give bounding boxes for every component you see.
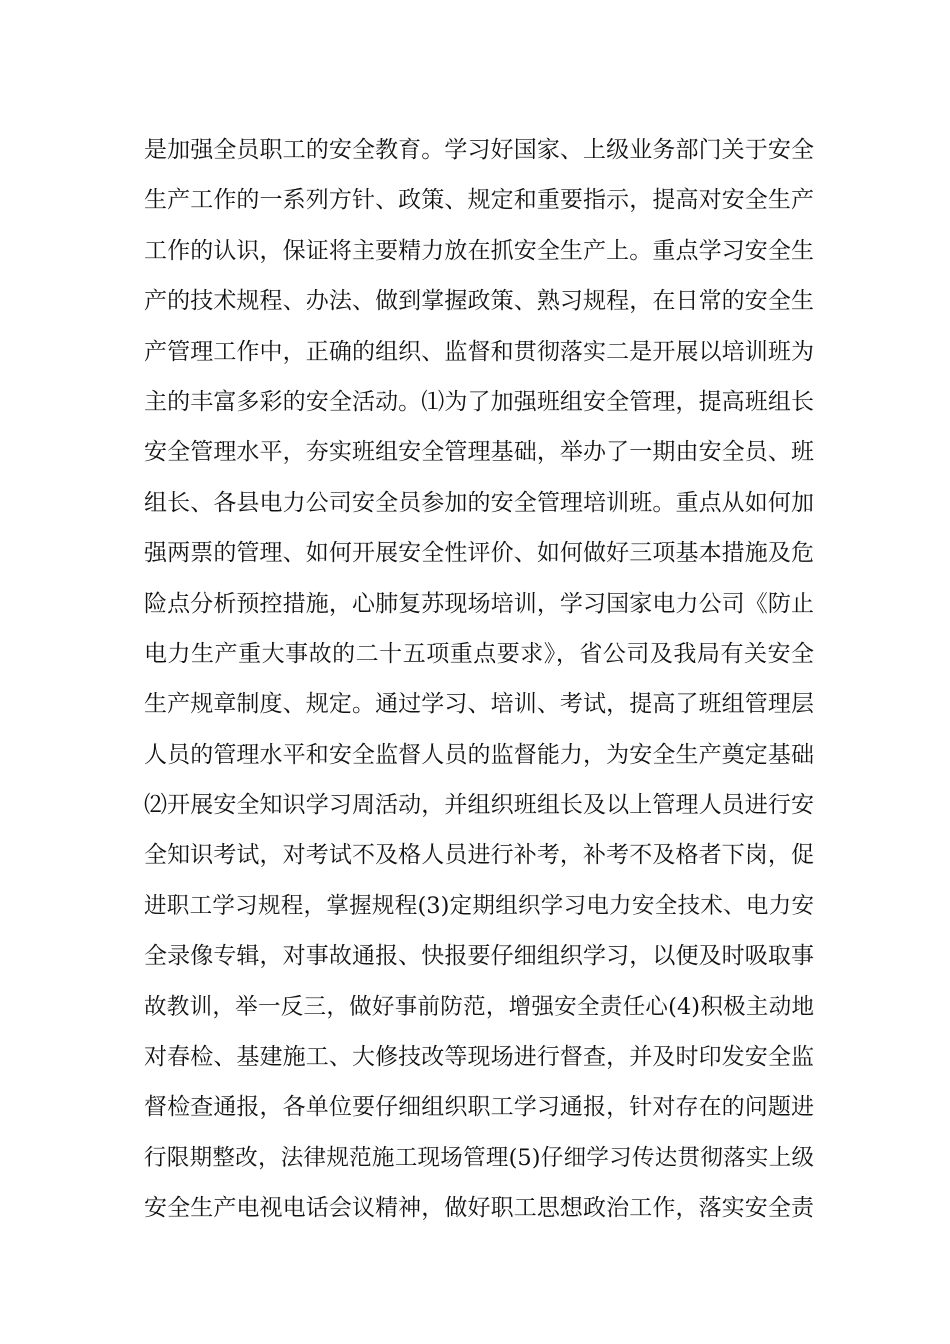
body-text (144, 125, 814, 1234)
text-line: 产的技术规程、办法、做到掌握政策、熟习规程，在日常的安全生 (144, 288, 814, 315)
text-line: 对春检、基建施工、大修技改等现场进行督查，并及时印发安全监 (144, 1044, 814, 1071)
text-line: ⑵开展安全知识学习周活动，并组织班组长及以上管理人员进行安 (144, 792, 814, 819)
text-line: 全录像专辑，对事故通报、快报要仔细组织学习，以便及时吸取事 (144, 943, 814, 970)
text-line: 安全生产电视电话会议精神，做好职工思想政治工作，落实安全责 (144, 1195, 814, 1222)
text-line: 主的丰富多彩的安全活动。⑴为了加强班组安全管理，提高班组长 (144, 388, 814, 415)
text-line: 行限期整改，法律规范施工现场管理(5)仔细学习传达贯彻落实上级 (144, 1144, 814, 1171)
text-line: 险点分析预控措施，心肺复苏现场培训，学习国家电力公司《防止 (144, 590, 814, 617)
text-line: 电力生产重大事故的二十五项重点要求》，省公司及我局有关安全 (144, 640, 814, 667)
text-line: 工作的认识，保证将主要精力放在抓安全生产上。重点学习安全生 (144, 237, 814, 264)
text-line: 人员的管理水平和安全监督人员的监督能力，为安全生产奠定基础 (144, 741, 814, 768)
text-line: 督检查通报，各单位要仔细组织职工学习通报，针对存在的问题进 (144, 1094, 814, 1121)
text-line: 全知识考试，对考试不及格人员进行补考，补考不及格者下岗，促 (144, 842, 814, 869)
text-line: 产管理工作中，正确的组织、监督和贯彻落实二是开展以培训班为 (144, 338, 814, 365)
text-line: 生产工作的一系列方针、政策、规定和重要指示，提高对安全生产 (144, 187, 814, 214)
text-line: 安全管理水平，夯实班组安全管理基础，举办了一期由安全员、班 (144, 439, 814, 466)
text-line: 强两票的管理、如何开展安全性评价、如何做好三项基本措施及危 (144, 540, 814, 567)
text-line: 故教训，举一反三，做好事前防范，增强安全责任心(4)积极主动地 (144, 993, 814, 1020)
text-line: 组长、各县电力公司安全员参加的安全管理培训班。重点从如何加 (144, 489, 814, 516)
text-line: 生产规章制度、规定。通过学习、培训、考试，提高了班组管理层 (144, 691, 814, 718)
text-line: 进职工学习规程，掌握规程(3)定期组织学习电力安全技术、电力安 (144, 892, 814, 919)
text-line: 是加强全员职工的安全教育。学习好国家、上级业务部门关于安全 (144, 137, 814, 163)
